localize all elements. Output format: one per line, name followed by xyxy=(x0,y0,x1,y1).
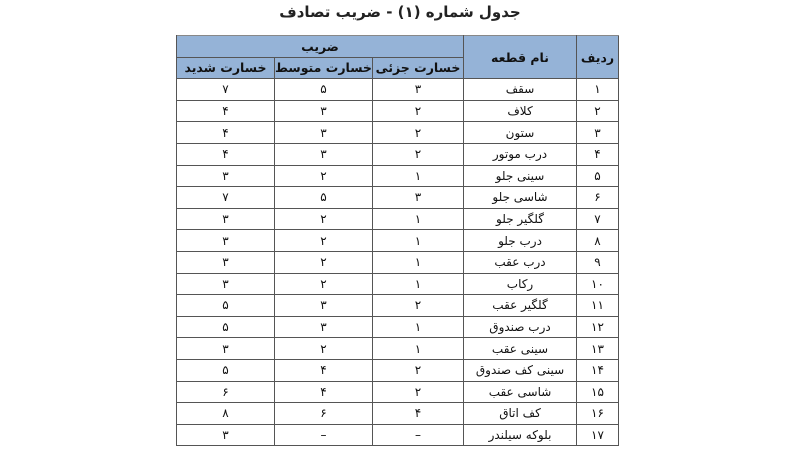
cell-medium: ۲ xyxy=(275,273,373,295)
cell-minor: – xyxy=(373,424,464,446)
cell-medium: ۳ xyxy=(275,122,373,144)
header-medium: خسارت متوسط xyxy=(275,57,373,79)
table-row xyxy=(177,143,619,165)
cell-part-name: سقف xyxy=(464,79,577,101)
cell-medium: ۳ xyxy=(275,295,373,317)
cell-minor: ۳ xyxy=(373,79,464,101)
cell-severe: ۳ xyxy=(177,424,275,446)
cell-radif: ۲ xyxy=(577,100,619,122)
cell-severe: ۳ xyxy=(177,338,275,360)
cell-part-name: بلوکه سیلندر xyxy=(464,424,577,446)
cell-radif: ۸ xyxy=(577,230,619,252)
table-row xyxy=(177,273,619,295)
cell-severe: ۶ xyxy=(177,381,275,403)
table-row xyxy=(177,316,619,338)
table-row xyxy=(177,230,619,252)
cell-severe: ۸ xyxy=(177,403,275,425)
cell-medium: ۲ xyxy=(275,338,373,360)
cell-part-name: کلاف xyxy=(464,100,577,122)
cell-severe: ۳ xyxy=(177,165,275,187)
cell-medium: ۳ xyxy=(275,316,373,338)
cell-minor: ۲ xyxy=(373,359,464,381)
cell-medium: ۳ xyxy=(275,100,373,122)
table-row xyxy=(177,424,619,446)
cell-severe: ۳ xyxy=(177,230,275,252)
cell-minor: ۱ xyxy=(373,251,464,273)
cell-part-name: شاسی عقب xyxy=(464,381,577,403)
table-row xyxy=(177,122,619,144)
table-row xyxy=(177,100,619,122)
cell-minor: ۲ xyxy=(373,381,464,403)
table-row xyxy=(177,403,619,425)
table-row xyxy=(177,381,619,403)
cell-part-name: گلگیر عقب xyxy=(464,295,577,317)
header-row xyxy=(177,36,619,58)
cell-severe: ۵ xyxy=(177,295,275,317)
cell-medium: ۲ xyxy=(275,230,373,252)
cell-radif: ۱۰ xyxy=(577,273,619,295)
cell-part-name: ستون xyxy=(464,122,577,144)
cell-part-name: سینی کف صندوق xyxy=(464,359,577,381)
cell-part-name: شاسی جلو xyxy=(464,187,577,209)
cell-minor: ۴ xyxy=(373,403,464,425)
cell-medium: ۲ xyxy=(275,208,373,230)
cell-radif: ۱۱ xyxy=(577,295,619,317)
cell-severe: ۳ xyxy=(177,251,275,273)
cell-radif: ۱۵ xyxy=(577,381,619,403)
cell-radif: ۷ xyxy=(577,208,619,230)
cell-part-name: سینی عقب xyxy=(464,338,577,360)
cell-severe: ۳ xyxy=(177,208,275,230)
cell-minor: ۳ xyxy=(373,187,464,209)
cell-severe: ۳ xyxy=(177,273,275,295)
table-row xyxy=(177,208,619,230)
cell-radif: ۱ xyxy=(577,79,619,101)
cell-part-name: درب جلو xyxy=(464,230,577,252)
cell-part-name: درب موتور xyxy=(464,143,577,165)
cell-minor: ۱ xyxy=(373,316,464,338)
cell-minor: ۱ xyxy=(373,165,464,187)
cell-severe: ۴ xyxy=(177,143,275,165)
header-coefficient: ضریب xyxy=(177,36,464,58)
cell-radif: ۱۲ xyxy=(577,316,619,338)
cell-radif: ۶ xyxy=(577,187,619,209)
cell-radif: ۹ xyxy=(577,251,619,273)
cell-severe: ۷ xyxy=(177,79,275,101)
cell-medium: ۶ xyxy=(275,403,373,425)
cell-severe: ۷ xyxy=(177,187,275,209)
cell-part-name: درب عقب xyxy=(464,251,577,273)
cell-minor: ۱ xyxy=(373,230,464,252)
header-severe: خسارت شدید xyxy=(177,57,275,79)
cell-part-name: رکاب xyxy=(464,273,577,295)
cell-part-name: گلگیر جلو xyxy=(464,208,577,230)
table-row xyxy=(177,165,619,187)
accident-coefficient-table xyxy=(176,35,619,446)
cell-radif: ۴ xyxy=(577,143,619,165)
header-minor: خسارت جزئی xyxy=(373,57,464,79)
cell-severe: ۵ xyxy=(177,359,275,381)
cell-minor: ۱ xyxy=(373,338,464,360)
table-row xyxy=(177,251,619,273)
cell-severe: ۵ xyxy=(177,316,275,338)
cell-medium: ۲ xyxy=(275,251,373,273)
cell-severe: ۴ xyxy=(177,122,275,144)
table-row xyxy=(177,295,619,317)
cell-medium: ۳ xyxy=(275,143,373,165)
cell-medium: ۵ xyxy=(275,79,373,101)
cell-minor: ۲ xyxy=(373,143,464,165)
cell-radif: ۱۷ xyxy=(577,424,619,446)
cell-radif: ۳ xyxy=(577,122,619,144)
cell-medium: ۵ xyxy=(275,187,373,209)
cell-minor: ۱ xyxy=(373,208,464,230)
cell-radif: ۱۴ xyxy=(577,359,619,381)
table-row xyxy=(177,79,619,101)
cell-part-name: درب صندوق xyxy=(464,316,577,338)
cell-radif: ۵ xyxy=(577,165,619,187)
cell-severe: ۴ xyxy=(177,100,275,122)
cell-medium: ۲ xyxy=(275,165,373,187)
cell-minor: ۲ xyxy=(373,295,464,317)
cell-radif: ۱۳ xyxy=(577,338,619,360)
cell-part-name: کف اتاق xyxy=(464,403,577,425)
table-row xyxy=(177,187,619,209)
cell-medium: ۴ xyxy=(275,359,373,381)
table-row xyxy=(177,359,619,381)
table-title: جدول شماره (۱) - ضریب تصادف xyxy=(279,3,521,21)
cell-minor: ۱ xyxy=(373,273,464,295)
cell-medium: ۴ xyxy=(275,381,373,403)
cell-minor: ۲ xyxy=(373,100,464,122)
cell-radif: ۱۶ xyxy=(577,403,619,425)
header-part-name: نام قطعه xyxy=(464,36,577,79)
table-body xyxy=(177,79,619,446)
cell-medium: – xyxy=(275,424,373,446)
cell-minor: ۲ xyxy=(373,122,464,144)
cell-part-name: سینی جلو xyxy=(464,165,577,187)
table-row xyxy=(177,338,619,360)
header-radif: ردیف xyxy=(577,36,619,79)
